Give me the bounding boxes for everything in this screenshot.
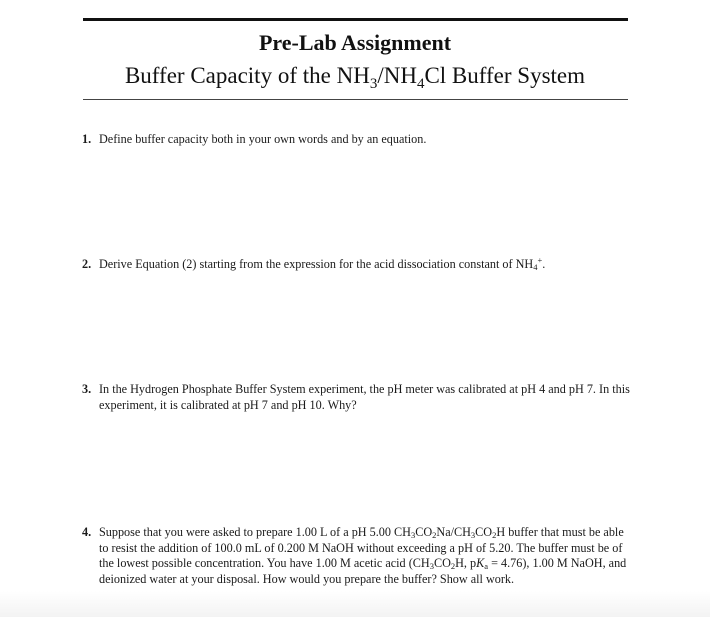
text-run: Derive Equation (2) starting from the expression for the acid dissociation constant of NH xyxy=(99,257,534,271)
text-run: = 4.76), 1.00 M NaOH, and deionized water at your disposal. How would you prepare the buffer? Show all work. xyxy=(99,556,627,586)
subtitle-text: /NH xyxy=(377,63,417,88)
text-run: CO xyxy=(475,525,493,539)
question-3 xyxy=(82,382,630,413)
subscript: a xyxy=(484,561,489,571)
subscript: 3 xyxy=(470,530,476,540)
page-title: Pre-Lab Assignment xyxy=(258,30,452,55)
question-number: 2. xyxy=(82,257,92,271)
question-4 xyxy=(82,525,630,587)
subscript: 2 xyxy=(450,561,456,571)
text-run: Suppose that you were asked to prepare 1.00 L of a pH 5.00 CH xyxy=(99,525,411,539)
text-run: . xyxy=(542,257,546,271)
text-run: H, p xyxy=(455,556,477,570)
subtitle-text: Cl Buffer System xyxy=(424,63,586,88)
subscript: 2 xyxy=(492,530,497,540)
subtitle-subscript: 3 xyxy=(369,76,378,92)
subtitle-subscript: 4 xyxy=(416,76,425,92)
question-text: In the Hydrogen Phosphate Buffer System experiment, the pH meter was calibrated at pH 4 and pH 7. In this experiment, it is calibrated at pH 7 and pH 10. Why? xyxy=(99,382,630,412)
question-2 xyxy=(82,257,630,273)
text-run: CO xyxy=(415,525,433,539)
superscript: + xyxy=(537,255,543,265)
subscript: 4 xyxy=(533,262,538,272)
subscript: 2 xyxy=(432,530,437,540)
question-number: 4. xyxy=(82,525,92,539)
question-text: Define buffer capacity both in your own words and by an equation. xyxy=(99,132,427,146)
subscript: 3 xyxy=(410,530,416,540)
italic-k: K xyxy=(476,556,485,570)
page-subtitle xyxy=(0,62,710,90)
question-text xyxy=(82,525,630,587)
subscript: 3 xyxy=(429,561,434,571)
text-run: CO xyxy=(433,556,451,570)
text-run: Na/CH xyxy=(436,525,471,539)
text-run: H buffer that must be able to resist the addition of 100.0 mL of 0.200 M NaOH without exceeding a pH of 5.20. The buffer must be of the lowest possible concentration. You have 1.00 M acetic acid (CH xyxy=(99,525,624,570)
question-text xyxy=(82,257,630,273)
subtitle-text: Buffer Capacity of the NH xyxy=(124,63,370,88)
question-number: 1. xyxy=(82,132,92,146)
question-number: 3. xyxy=(82,382,92,396)
header-rule xyxy=(83,99,628,100)
question-1 xyxy=(82,132,630,148)
top-rule xyxy=(83,18,628,21)
page-bottom-shadow xyxy=(0,591,710,617)
